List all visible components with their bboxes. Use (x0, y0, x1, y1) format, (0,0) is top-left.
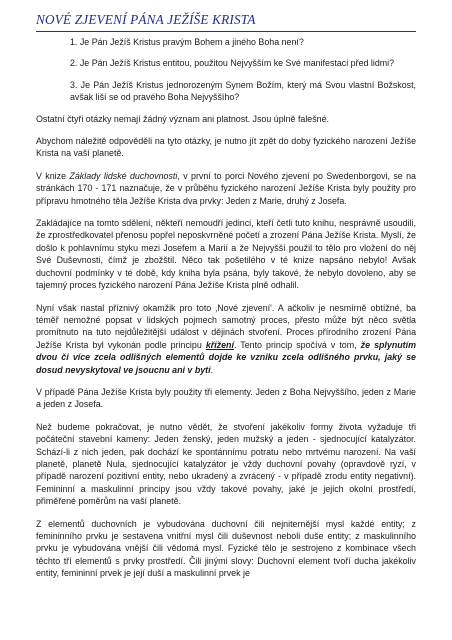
question-3: 3. Je Pán Ježíš Kristus jednorozeným Synem Božím, který má Svou vlastní Božskost, avšak liší se od pravého Boha Nejvyššího? (70, 79, 416, 103)
emphasized-text: že splynutím dvou či více zcela odlišných elementů dojde ke vzniku zcela odlišného prvku, jaký se dosud nevyskytoval ve jsoucnu ani v bytí (36, 339, 416, 375)
paragraph-mind-structure: Z elementů duchovních je vybudována duchovní čili nejniternější mysl každé entity; z femininního prvku je sestavena vnitřní mysl čili duševnost neboli duše entity; z maskulinního prvku je vybudována vnější čili vědomá mysl. Fyzické tělo je sestrojeno z kombinace všech těchto tří elementů s prvky prostředí. Čili jinými slovy: Duchovní element tvoří ducha jakékoliv entity, femininní prvek je její duší a maskulinní prvek je (36, 518, 416, 579)
page-header-title: NOVÉ ZJEVENÍ PÁNA JEŽÍŠE KRISTA (36, 12, 256, 27)
document-body (36, 36, 416, 590)
header-divider (36, 31, 416, 32)
paragraph-misconception: Zakládajíce na tomto sdělení, někteří nemoudří jedinci, kteří četli tuto knihu, nesprávně usoudili, že zprostředkovatel přenosu popřel neposkvrněné početí a zrození Pána Ježíše Krista. Myslí, že došlo k pohlavnímu styku mezi Josefem a Marií a že Nejvyšší použil to tělo pro vložení do něj Své Duševnosti, čímž je zbožštil. Něco tak pošetilého v té knize napsáno nebylo! Avšak duchovní podmínky v té době, kdy kniha byla psána, byly takové, že nebylo dovoleno, aby se tajemný proces fyzického narození Pána Ježíše Krista plně odhalil. (36, 218, 416, 291)
paragraph-text: . Tento princip spočívá v tom, (233, 339, 361, 350)
paragraph-text: . (210, 364, 214, 375)
key-term: křížení (205, 339, 234, 350)
paragraph-crossing-principle (36, 302, 416, 376)
question-1: 1. Je Pán Ježíš Kristus pravým Bohem a jiného Boha není? (70, 37, 304, 47)
paragraph-text: V knize (36, 170, 70, 181)
paragraph-answer-intro: Abychom náležitě odpověděli na tyto otázky, je nutno jít zpět do doby fyzického narození Ježíše Krista na vaší planetě. (36, 136, 416, 159)
paragraph-building-blocks: Než budeme pokračovat, je nutno vědět, že stvoření jakékoliv formy života vyžaduje tři počáteční stavební kameny: Jeden ženský, jeden mužský a jeden - sjednocující katalyzátor. Schází-li z nich jeden, pak dochází ke spontánnímu potratu nebo mrtvému narození. Na vaší planetě, planetě Nula, sjednocující katalyzátor je vždy duchovní povahy (opravdově ryzí, v případě narození pozitivní entity, nebo ukradený a zvrácený - v případě zrodu entity negativní). Femininní a maskulinní principy jsou vždy takové povahy, jaké je jejich okolní prostředí, přiměřené poměrům na vaší planetě. (36, 421, 416, 507)
book-title: Základy lidské duchovnosti (69, 170, 178, 181)
paragraph-text: Nyní však nastal příznivý okamžik pro toto ‚Nové zjevení'. A ačkoliv je nesmírně obtížné, ba téměř nemožné popsat v lidských pojmech samotný proces, přesto může být něco světla promítnuto na tuto nejdůležitější událost v dějinách stvoření. Proces přírodního zrození Pána Ježíše Krista byl vykonán podle principu (36, 302, 416, 350)
paragraph-other-questions: Ostatní čtyři otázky nemají žádný význam ani platnost. Jsou úplně falešné. (36, 113, 330, 124)
question-2: 2. Je Pán Ježíš Kristus entitou, použitou Nejvyšším ke Své manifestaci před lidmi? (70, 58, 395, 69)
paragraph-text: , v první to porci Nového zjevení po Swedenborgovi, se na stránkách 170 - 171 naznačuje, že v průběhu fyzického narození Ježíše Krista byly použity pro přípravu hmotného těla Ježíše Krista dva prvky: Jeden z Marie, druhý z Josefa. (36, 170, 416, 206)
paragraph-three-elements: V případě Pána Ježíše Krista byly použity tři elementy. Jeden z Boha Nejvyššího, jeden z Marie a jeden z Josefa. (36, 386, 416, 410)
paragraph-book-reference (36, 170, 416, 207)
